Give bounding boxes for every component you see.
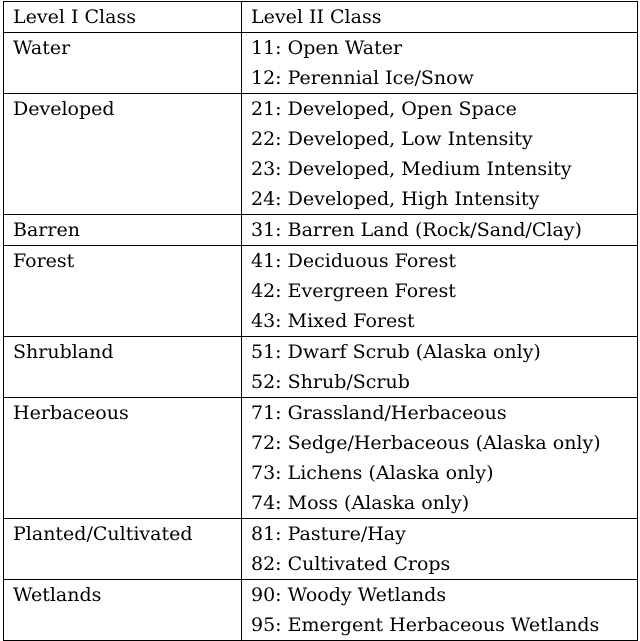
level2-class-item: 82: Cultivated Crops [251, 553, 451, 575]
level2-class-item: 41: Deciduous Forest [251, 250, 456, 272]
level2-class-item: 43: Mixed Forest [251, 310, 415, 332]
level2-class-item: 23: Developed, Medium Intensity [251, 158, 572, 180]
level2-class-cell [242, 246, 638, 337]
table-header [4, 2, 638, 33]
table-row [4, 246, 638, 337]
level1-class-cell: Forest [4, 246, 242, 337]
header-level2: Level II Class [242, 2, 638, 33]
level2-class-item: 74: Moss (Alaska only) [251, 492, 470, 514]
table-row [4, 580, 638, 641]
header-level1: Level I Class [4, 2, 242, 33]
level1-class-cell: Shrubland [4, 337, 242, 398]
level2-class-item: 71: Grassland/Herbaceous [251, 402, 507, 424]
level1-class-cell: Planted/Cultivated [4, 519, 242, 580]
table-row [4, 398, 638, 519]
level1-class-cell: Herbaceous [4, 398, 242, 519]
table-row [4, 94, 638, 215]
header-row [4, 2, 638, 33]
level2-class-item: 42: Evergreen Forest [251, 280, 456, 302]
level1-class-cell: Developed [4, 94, 242, 215]
level2-class-item: 24: Developed, High Intensity [251, 188, 540, 210]
level2-class-cell [242, 337, 638, 398]
level2-class-cell [242, 33, 638, 94]
level2-class-item: 81: Pasture/Hay [251, 523, 406, 545]
level2-class-item: 22: Developed, Low Intensity [251, 128, 533, 150]
level1-class-cell: Barren [4, 215, 242, 246]
level2-class-item: 95: Emergent Herbaceous Wetlands [251, 614, 600, 636]
land-cover-class-table [3, 1, 638, 641]
level2-class-item: 21: Developed, Open Space [251, 98, 517, 120]
level2-class-item: 12: Perennial Ice/Snow [251, 67, 474, 89]
level2-class-cell [242, 94, 638, 215]
level2-class-cell [242, 398, 638, 519]
table-body [4, 33, 638, 641]
table-row [4, 337, 638, 398]
level2-class-item: 73: Lichens (Alaska only) [251, 462, 494, 484]
level2-class-item: 72: Sedge/Herbaceous (Alaska only) [251, 432, 601, 454]
level1-class-cell: Wetlands [4, 580, 242, 641]
level2-class-item: 90: Woody Wetlands [251, 584, 447, 606]
level2-class-item: 11: Open Water [251, 37, 403, 59]
level2-class-cell [242, 580, 638, 641]
level2-class-item: 52: Shrub/Scrub [251, 371, 410, 393]
level2-class-cell [242, 519, 638, 580]
table-row [4, 519, 638, 580]
table-row [4, 215, 638, 246]
table-row [4, 33, 638, 94]
level2-class-cell [242, 215, 638, 246]
level2-class-item: 31: Barren Land (Rock/Sand/Clay) [251, 219, 582, 241]
level1-class-cell: Water [4, 33, 242, 94]
level2-class-item: 51: Dwarf Scrub (Alaska only) [251, 341, 541, 363]
